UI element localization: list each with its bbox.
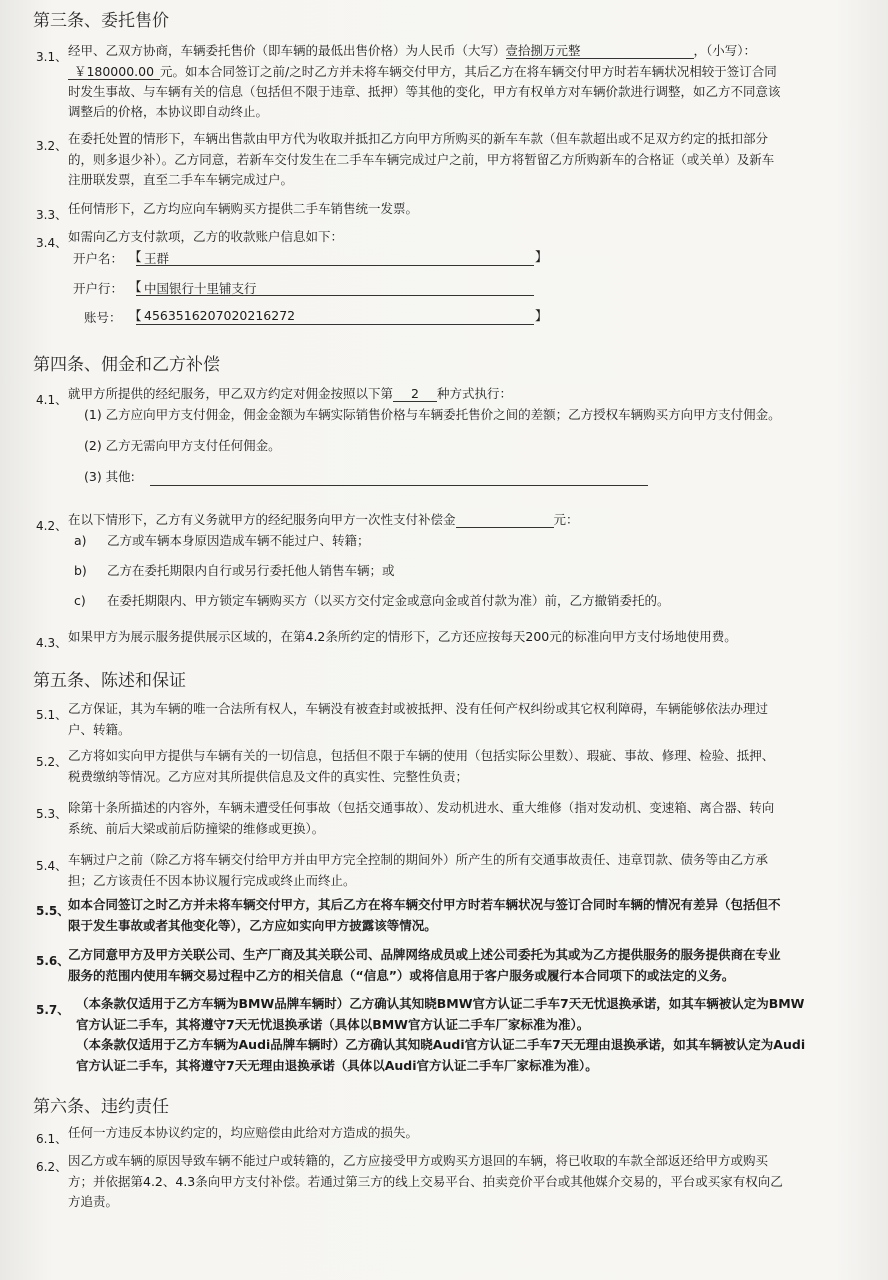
clause-6-1-line-1: 任何一方违反本协议约定的，均应赔偿由此给对方造成的损失。: [68, 1125, 419, 1140]
clause-4-3-line-1: 如果甲方为展示服务提供展示区域的，在第4.2条所约定的情形下，乙方还应按每天200元的标准向甲方支付场地使用费。: [68, 629, 737, 644]
article-5-title: 第五条、陈述和保证: [33, 671, 186, 691]
account-number-value: 4563516207020216272: [144, 308, 296, 323]
article-6-title: 第六条、违约责任: [33, 1097, 169, 1117]
clause-4-2-line-1: 在以下情形下，乙方有义务就甲方的经纪服务向甲方一次性支付补偿金 元：: [68, 512, 579, 527]
clause-4-1-option-3: (3) 其他:: [84, 469, 135, 484]
clause-3-2-line-3: 注册联发票，直至二手车车辆完成过户。: [68, 172, 294, 187]
price-in-figures: ￥180000.00: [68, 64, 160, 80]
clause-5-3-line-2: 系统、前后大梁或前后防撞梁的维修或更换）。: [68, 821, 325, 836]
clause-number: 5.1、: [36, 708, 68, 722]
underline: [136, 265, 534, 266]
clause-number: 5.4、: [36, 859, 68, 873]
clause-4-1-option-1: (1) 乙方应向甲方支付佣金，佣金金额为车辆实际销售价格与车辆委托售价之间的差额；乙方授权车辆购买方向甲方支付佣金。: [84, 407, 781, 422]
clause-number: 4.1、: [36, 393, 68, 407]
price-in-words: 壹拾捌万元整: [506, 43, 694, 59]
list-marker: c): [74, 593, 86, 608]
underline: [150, 485, 648, 486]
clause-5-5-line-1: 如本合同签订之时乙方并未将车辆交付甲方，其后乙方在将车辆交付甲方时若车辆状况与签订合同时车辆的情况有差异（包括但不: [68, 897, 781, 912]
clause-number: 5.7、: [36, 1003, 70, 1017]
clause-5-3-line-1: 除第十条所描述的内容外，车辆未遭受任何事故（包括交通事故）、发动机进水、重大维修（指对发动机、变速箱、离合器、转向: [68, 800, 775, 815]
bracket-open: 【: [129, 308, 142, 323]
clause-3-2-line-2: 的，则多退少补）。乙方同意，若新车交付发生在二手车车辆完成过户之前，甲方将暂留乙方所购新车的合格证（或关单）及新车: [68, 152, 775, 167]
clause-5-6-line-1: 乙方同意甲方及甲方关联公司、生产厂商及其关联公司、品牌网络成员或上述公司委托为其或为乙方提供服务的服务提供商在专业: [68, 947, 781, 962]
clause-number: 4.2、: [36, 519, 68, 533]
clause-6-2-line-3: 方追责。: [68, 1194, 119, 1209]
clause-3-1-line-1: 经甲、乙双方协商，车辆委托售价（即车辆的最低出售价格）为人民币（大写）壹拾捌万元整 ，（小写）：: [68, 43, 757, 58]
clause-5-6-line-2: 服务的范围内使用车辆交易过程中乙方的相关信息（“信息”）或将信息用于客户服务或履行本合同项下的或法定的义务。: [68, 968, 735, 983]
clause-5-1-line-1: 乙方保证，其为车辆的唯一合法所有权人，车辆没有被查封或被抵押、没有任何产权纠纷或其它权利障碍，车辆能够依法办理过: [68, 701, 769, 716]
commission-option-number: 2: [393, 386, 437, 402]
clause-number: 5.3、: [36, 807, 68, 821]
clause-number: 3.1、: [36, 50, 68, 64]
clause-4-2-item-c: 在委托期限内、甲方锁定车辆购买方（以买方交付定金或意向金或首付款为准）前，乙方撤销委托的。: [107, 593, 670, 608]
article-3-title: 第三条、委托售价: [33, 11, 169, 31]
account-name-label: 开户名：: [73, 251, 124, 266]
clause-number: 3.4、: [36, 236, 68, 250]
clause-5-4-line-2: 担；乙方该责任不因本协议履行完成或终止而终止。: [68, 873, 356, 888]
article-4-title: 第四条、佣金和乙方补偿: [33, 355, 220, 375]
clause-6-2-line-1: 因乙方或车辆的原因导致车辆不能过户或转籍的，乙方应接受甲方或购买方退回的车辆，将已收取的车款全部返还给甲方或购买: [68, 1153, 769, 1168]
bracket-close: 】: [535, 308, 548, 323]
bracket-open: 【: [129, 279, 142, 294]
bracket-close: 】: [535, 249, 548, 264]
clause-5-7-line-1: （本条款仅适用于乙方车辆为BMW品牌车辆时）乙方确认其知晓BMW官方认证二手车7天无忧退换承诺，如其车辆被认定为BMW: [76, 996, 805, 1011]
clause-5-5-line-2: 限于发生事故或者其他变化等），乙方应如实向甲方披露该等情况。: [68, 918, 437, 933]
account-number-label: 账号：: [84, 310, 122, 325]
underline: [136, 295, 534, 296]
list-marker: b): [74, 563, 87, 578]
clause-number: 6.2、: [36, 1160, 68, 1174]
clause-5-2-line-1: 乙方将如实向甲方提供与车辆有关的一切信息，包括但不限于车辆的使用（包括实际公里数）、瑕疵、事故、修理、检验、抵押、: [68, 748, 775, 763]
clause-3-4-line-1: 如需向乙方支付款项，乙方的收款账户信息如下：: [68, 229, 344, 244]
clause-5-4-line-1: 车辆过户之前（除乙方将车辆交付给甲方并由甲方完全控制的期间外）所产生的所有交通事故责任、违章罚款、债务等由乙方承: [68, 852, 769, 867]
clause-3-2-line-1: 在委托处置的情形下，车辆出售款由甲方代为收取并抵扣乙方向甲方所购买的新车车款（但车款超出或不足双方约定的抵扣部分: [68, 131, 769, 146]
clause-5-7-line-2: 官方认证二手车，其将遵守7天无忧退换承诺（具体以BMW官方认证二手车厂家标准为准）。: [76, 1017, 590, 1032]
clause-4-2-item-a: 乙方或车辆本身原因造成车辆不能过户、转籍；: [107, 533, 370, 548]
clause-5-7-line-3: （本条款仅适用于乙方车辆为Audi品牌车辆时）乙方确认其知晓Audi官方认证二手车7天无理由退换承诺，如其车辆被认定为Audi: [76, 1037, 806, 1052]
clause-number: 5.5、: [36, 904, 70, 918]
clause-5-2-line-2: 税费缴纳等情况。乙方应对其所提供信息及文件的真实性、完整性负责；: [68, 769, 469, 784]
clause-number: 5.2、: [36, 755, 68, 769]
clause-3-1-line-4: 调整后的价格，本协议即自动终止。: [68, 104, 269, 119]
bank-value: 中国银行十里铺支行: [144, 281, 257, 296]
bank-label: 开户行：: [73, 281, 124, 296]
clause-number: 3.3、: [36, 208, 68, 222]
clause-5-7-line-4: 官方认证二手车，其将遵守7天无理由退换承诺（具体以Audi官方认证二手车厂家标准为准）。: [76, 1058, 598, 1073]
clause-3-3-line-1: 任何情形下，乙方均应向车辆购买方提供二手车销售统一发票。: [68, 201, 419, 216]
clause-3-1-line-2: ￥180000.00 元。如本合同签订之前/之时乙方并未将车辆交付甲方，其后乙方在将车辆交付甲方时若车辆状况相较于签订合同: [68, 61, 777, 82]
clause-number: 6.1、: [36, 1132, 68, 1146]
clause-4-2-item-b: 乙方在委托期限内自行或另行委托他人销售车辆；或: [107, 563, 395, 578]
clause-number: 3.2、: [36, 139, 68, 153]
clause-number: 5.6、: [36, 954, 70, 968]
account-name-value: 王群: [144, 251, 170, 266]
list-marker: a): [74, 533, 87, 548]
clause-4-1-line-1: 就甲方所提供的经纪服务，甲乙双方约定对佣金按照以下第 2 种方式执行：: [68, 386, 513, 401]
compensation-amount: [456, 512, 554, 528]
bracket-open: 【: [129, 249, 142, 264]
clause-6-2-line-2: 方；并依据第4.2、4.3条向甲方支付补偿。若通过第三方的线上交易平台、拍卖竞价平台或其他媒介交易的，平台或买家有权向乙: [68, 1174, 783, 1189]
clause-number: 4.3、: [36, 636, 68, 650]
clause-4-1-option-2: (2) 乙方无需向甲方支付任何佣金。: [84, 438, 281, 453]
clause-3-1-line-3: 时发生事故、与车辆有关的信息（包括但不限于违章、抵押）等其他的变化，甲方有权单方对车辆价款进行调整，如乙方不同意该: [68, 84, 781, 99]
clause-5-1-line-2: 户、转籍。: [68, 722, 131, 737]
underline: [136, 324, 534, 325]
